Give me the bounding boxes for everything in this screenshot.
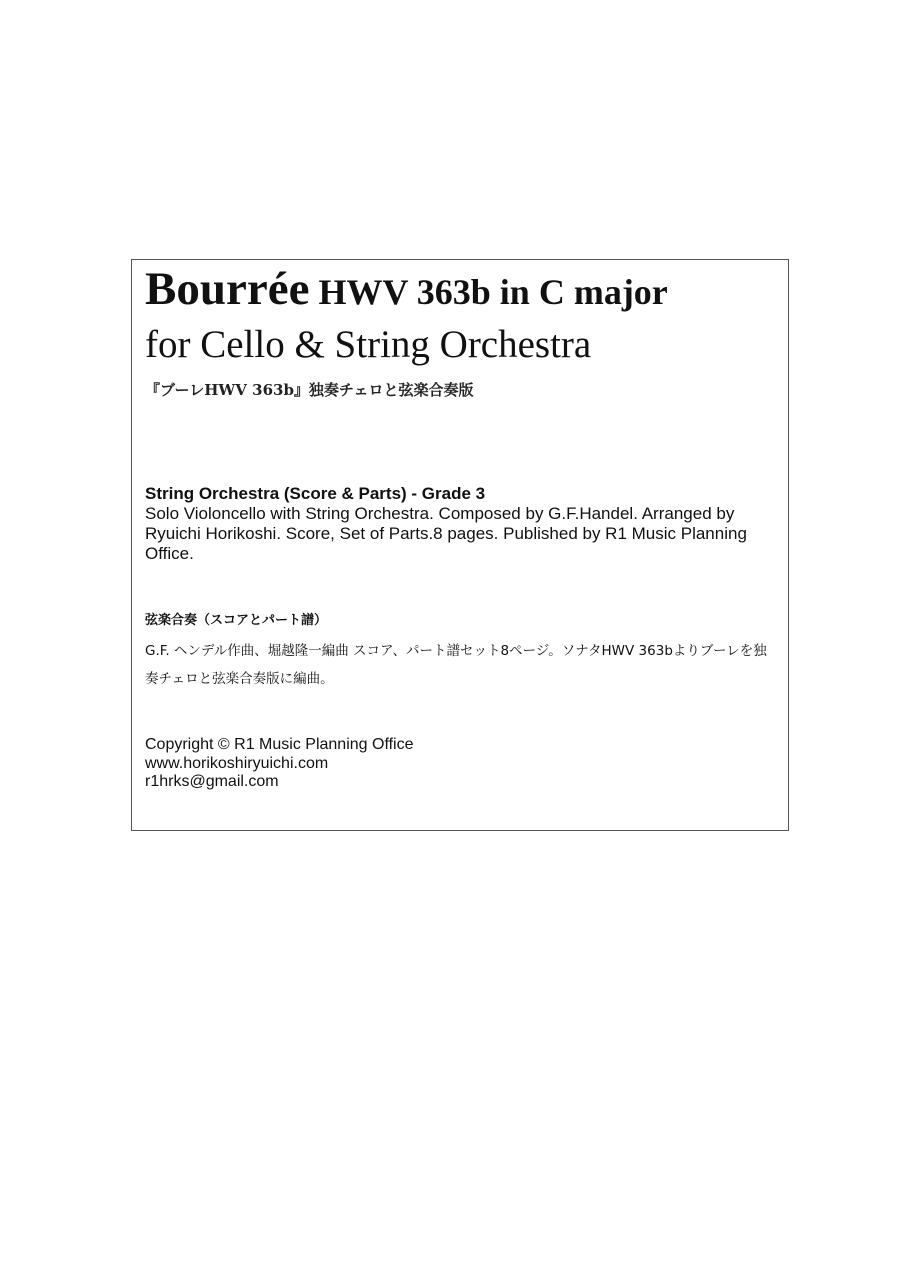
title-instrumentation: for Cello & String Orchestra: [145, 323, 592, 366]
email-text: r1hrks@gmail.com: [145, 773, 279, 790]
english-description: Solo Violoncello with String Orchestra. Composed by G.F.Handel. Arranged by Ryuichi Horikoshi. Score, Set of Parts.8 pages. Published by R1 Music Planning Office.: [145, 504, 747, 563]
english-heading: String Orchestra (Score & Parts) - Grade 3: [145, 484, 486, 503]
english-description-block: [145, 484, 775, 564]
title-japanese: 『ブーレHWV 363b』独奏チェロと弦楽合奏版: [145, 381, 474, 399]
japanese-description-block: [145, 612, 777, 693]
japanese-description: G.F. ヘンデル作曲、堀越隆一編曲 スコア、パート譜セット8ページ。ソナタHWV 363bよりブーレを独奏チェロと弦楽合奏版に編曲。: [145, 643, 767, 687]
title-catalog: HWV 363b in C major: [309, 272, 668, 312]
contact-block: [145, 736, 414, 792]
copyright-text: Copyright © R1 Music Planning Office: [145, 736, 414, 753]
title-main: Bourrée: [145, 263, 310, 315]
japanese-heading: 弦楽合奏（スコアとパート譜）: [145, 613, 328, 628]
website-text: www.horikoshiryuichi.com: [145, 754, 329, 772]
title-line: [145, 262, 668, 316]
